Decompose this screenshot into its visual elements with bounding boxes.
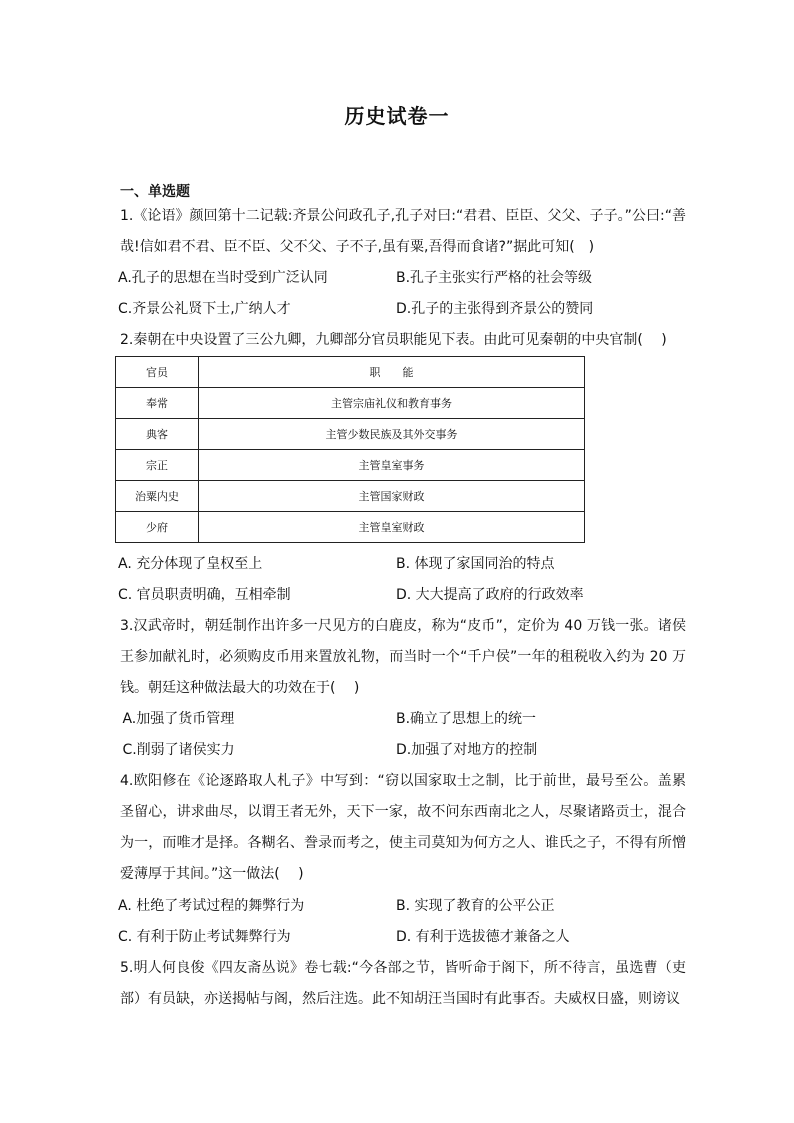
question-2-option-b: B. 体现了家国同治的特点 xyxy=(396,556,555,572)
table-row xyxy=(116,481,585,512)
table-header-row xyxy=(116,357,585,388)
question-4-options xyxy=(118,891,688,953)
question-2-stem: 2.秦朝在中央设置了三公九卿，九卿部分官员职能见下表。由此可见秦朝的中央官制( ) xyxy=(120,332,667,348)
table-cell-official: 奉常 xyxy=(116,388,199,419)
question-4-option-d: D. 有利于选拔德才兼备之人 xyxy=(396,929,570,945)
table-cell-duty: 主管国家财政 xyxy=(199,481,585,512)
table-row xyxy=(116,419,585,450)
question-1-option-d: D.孔子的主张得到齐景公的赞同 xyxy=(396,301,594,317)
official-duties-table xyxy=(115,356,585,543)
question-3-option-b: B.确立了思想上的统一 xyxy=(396,711,537,727)
table-row xyxy=(116,388,585,419)
table-cell-duty: 主管宗庙礼仪和教育事务 xyxy=(199,388,585,419)
question-3-stem: 3.汉武帝时，朝廷制作出许多一尺见方的白鹿皮，称为“皮币”，定价为 40 万钱一张。诸侯王参加献礼时，必须购皮币用来置放礼物，而当时一个“千户侯”一年的租税收入约为 20 万钱。朝廷这种做法最大的功效在于( ) xyxy=(120,618,686,696)
question-4-stem: 4.欧阳修在《论逐路取人札子》中写到：“窃以国家取士之制，比于前世，最号至公。盖累圣留心，讲求曲尽，以谓王者无外，天下一家，故不问东西南北之人，尽聚诸路贡士，混合为一，而唯才是择。各糊名、誊录而考之，使主司莫知为何方之人、谁氏之子，不得有所憎爱薄厚于其间。”这一做法( ) xyxy=(120,773,686,882)
question-2-options xyxy=(118,549,688,611)
table-cell-duty: 主管皇室事务 xyxy=(199,450,585,481)
table-cell-duty: 主管少数民族及其外交事务 xyxy=(199,419,585,450)
question-3-option-a: A.加强了货币管理 xyxy=(118,711,235,727)
question-1-stem: 1.《论语》颜回第十二记载:齐景公问政孔子,孔子对曰:“君君、臣臣、父父、子子。”公曰:“善哉!信如君不君、臣不臣、父不父、子不子,虽有粟,吾得而食诸?”据此可知( ) xyxy=(120,208,686,255)
table-cell-duty: 主管皇室财政 xyxy=(199,512,585,543)
question-1-option-b: B.孔子主张实行严格的社会等级 xyxy=(396,270,593,286)
question-2-option-a: A. 充分体现了皇权至上 xyxy=(118,556,263,572)
question-2-option-d: D. 大大提高了政府的行政效率 xyxy=(396,587,584,603)
question-4-option-a: A. 杜绝了考试过程的舞弊行为 xyxy=(118,898,305,914)
section-heading: 一、单选题 xyxy=(120,184,190,200)
table-header-cell: 官员 xyxy=(116,357,199,388)
question-4-option-c: C. 有利于防止考试舞弊行为 xyxy=(118,929,291,945)
table-cell-official: 典客 xyxy=(116,419,199,450)
question-2-option-c: C. 官员职责明确，互相牵制 xyxy=(118,587,291,603)
table-header-cell: 职 能 xyxy=(199,357,585,388)
question-3-option-d: D.加强了对地方的控制 xyxy=(396,742,538,758)
question-4-option-b: B. 实现了教育的公平公正 xyxy=(396,898,555,914)
table-cell-official: 治粟内史 xyxy=(116,481,199,512)
question-1-option-c: C.齐景公礼贤下士,广纳人才 xyxy=(118,301,291,317)
table-cell-official: 少府 xyxy=(116,512,199,543)
table-row xyxy=(116,512,585,543)
question-1-options xyxy=(118,263,688,325)
table-cell-official: 宗正 xyxy=(116,450,199,481)
table-row xyxy=(116,450,585,481)
question-1-option-a: A.孔子的思想在当时受到广泛认同 xyxy=(118,270,328,286)
question-3-option-c: C.削弱了诸侯实力 xyxy=(118,742,235,758)
exam-title: 历史试卷一 xyxy=(344,104,450,128)
question-5-stem: 5.明人何良俊《四友斋丛说》卷七载:“今各部之节，皆听命于阁下，所不待言，虽选曹（吏部）有员缺，亦送揭帖与阁，然后注选。此不知胡汪当国时有此事否。夫威权日盛，则谤议 xyxy=(120,960,686,1007)
question-3-options xyxy=(118,704,688,766)
